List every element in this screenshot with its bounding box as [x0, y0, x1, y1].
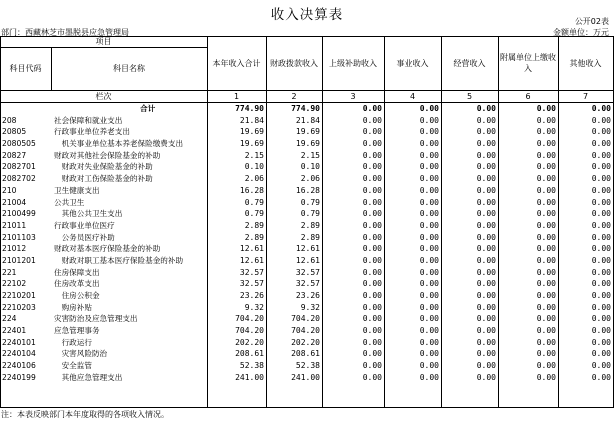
table-total-row [0, 103, 614, 115]
table-row [0, 267, 614, 279]
amount-cell: 0.00 [362, 185, 382, 195]
subject-name: 财政对基本医疗保险基金的补助 [54, 244, 161, 254]
amount-cell: 0.00 [476, 185, 496, 195]
amount-cell: 0.00 [362, 349, 382, 359]
amount-cell: 0.00 [476, 244, 496, 254]
amount-cell: 0.00 [362, 150, 382, 160]
amount-cell: 0.00 [536, 139, 556, 149]
table-row [0, 348, 614, 360]
subject-code: 2101103 [2, 232, 36, 242]
amount-cell: 21.84 [239, 115, 264, 125]
subject-name: 住房公积金 [54, 291, 100, 300]
table-row [0, 126, 614, 138]
amount-cell: 12.61 [295, 255, 320, 265]
column-number: 1 [233, 91, 240, 101]
subject-name: 行政事业单位养老支出 [54, 127, 130, 137]
amount-cell: 0.00 [476, 220, 496, 230]
form-code: 公开02表 [574, 17, 609, 26]
subject-name: 财政对失业保险基金的补助 [54, 162, 153, 172]
table-row [0, 150, 614, 162]
amount-cell: 16.28 [295, 185, 320, 195]
amount-cell: 704.20 [235, 326, 264, 336]
subject-name: 行政运行 [54, 337, 92, 347]
amount-cell: 9.32 [244, 302, 264, 312]
amount-cell: 0.00 [591, 115, 611, 125]
subject-name: 应急管理事务 [54, 326, 100, 336]
amount-cell: 19.69 [295, 139, 320, 149]
amount-cell: 0.00 [476, 326, 496, 336]
amount-cell: 32.57 [295, 279, 320, 289]
subject-code: 2082702 [2, 174, 36, 184]
subject-name: 住房保障支出 [54, 267, 100, 277]
amount-cell: 0.00 [419, 150, 439, 160]
amount-cell: 19.69 [239, 127, 264, 137]
amount-cell: 16.28 [239, 185, 264, 195]
header-operating-income: 经营收入 [453, 58, 486, 68]
amount-cell: 0.00 [419, 104, 439, 113]
amount-cell: 0.00 [419, 267, 439, 277]
amount-cell: 0.79 [300, 209, 320, 219]
amount-cell: 2.89 [300, 220, 320, 230]
subject-name: 其他应急管理支出 [54, 372, 123, 382]
amount-cell: 0.00 [591, 185, 611, 195]
amount-cell: 0.00 [591, 361, 611, 371]
subject-name: 财政对其他社会保险基金的补助 [54, 150, 161, 160]
amount-cell: 0.00 [362, 255, 382, 265]
amount-cell: 0.00 [476, 139, 496, 149]
amount-cell: 32.57 [239, 279, 264, 289]
amount-cell: 0.00 [591, 337, 611, 347]
table-row [0, 313, 614, 325]
amount-cell: 32.57 [239, 267, 264, 277]
amount-cell: 0.00 [591, 255, 611, 265]
amount-cell: 0.00 [476, 174, 496, 184]
column-number: 2 [291, 91, 297, 101]
amount-cell: 0.00 [536, 162, 556, 172]
subject-name: 财政对职工基本医疗保险基金的补助 [54, 255, 184, 265]
amount-cell: 0.00 [591, 232, 611, 242]
subject-code: 2240106 [2, 361, 36, 371]
amount-cell: 0.00 [591, 150, 611, 160]
table-body [0, 103, 614, 384]
amount-cell: 0.00 [476, 361, 496, 371]
header-affiliated-turnover: 附属单位上缴收入 [500, 53, 556, 73]
amount-cell: 0.00 [362, 232, 382, 242]
amount-cell: 0.00 [362, 314, 382, 324]
amount-cell: 0.00 [536, 372, 556, 382]
amount-cell: 2.06 [244, 174, 264, 184]
amount-cell: 0.00 [591, 291, 611, 300]
header-total-income: 本年收入合计 [212, 58, 261, 68]
amount-cell: 0.00 [591, 104, 611, 113]
amount-cell: 0.00 [362, 104, 382, 113]
amount-cell: 0.00 [419, 279, 439, 289]
amount-cell: 774.90 [291, 104, 320, 113]
amount-cell: 241.00 [235, 372, 264, 382]
amount-cell: 0.00 [476, 150, 496, 160]
subject-name: 灾害防治及应急管理支出 [54, 314, 138, 324]
amount-cell: 2.89 [300, 232, 320, 242]
amount-cell: 19.69 [239, 139, 264, 149]
amount-cell: 0.00 [476, 337, 496, 347]
amount-cell: 0.00 [419, 302, 439, 312]
department-label: 部门：西藏林芝市墨脱县应急管理局 [1, 28, 129, 37]
table-row [0, 208, 614, 220]
subject-name: 灾害风险防治 [54, 349, 108, 359]
table-row [0, 185, 614, 197]
amount-cell: 2.89 [244, 220, 264, 230]
amount-cell: 0.00 [591, 302, 611, 312]
amount-cell: 0.00 [362, 291, 382, 300]
amount-cell: 0.00 [476, 255, 496, 265]
amount-cell: 704.20 [291, 314, 320, 324]
amount-cell: 0.10 [300, 162, 320, 172]
amount-cell: 0.00 [536, 232, 556, 242]
amount-cell: 0.00 [536, 314, 556, 324]
amount-cell: 0.00 [536, 197, 556, 207]
amount-cell: 0.00 [536, 349, 556, 359]
amount-cell: 52.38 [295, 361, 320, 371]
amount-cell: 0.00 [419, 291, 439, 300]
amount-cell: 0.00 [419, 127, 439, 137]
header-fiscal-appropriation: 财政拨款收入 [270, 58, 318, 68]
amount-cell: 0.00 [476, 162, 496, 172]
amount-cell: 0.00 [476, 127, 496, 137]
amount-cell: 0.00 [419, 326, 439, 336]
amount-cell: 0.00 [536, 127, 556, 137]
amount-cell: 0.00 [476, 279, 496, 289]
amount-cell: 0.00 [591, 314, 611, 324]
amount-cell: 0.00 [536, 220, 556, 230]
table-row [0, 255, 614, 267]
amount-cell: 0.00 [362, 279, 382, 289]
amount-cell: 0.00 [591, 244, 611, 254]
subject-code: 22102 [2, 279, 27, 289]
amount-cell: 0.00 [476, 104, 496, 113]
amount-cell: 0.00 [536, 291, 556, 300]
amount-cell: 0.00 [591, 127, 611, 137]
subject-code: 2210201 [2, 291, 36, 300]
amount-cell: 2.89 [244, 232, 264, 242]
amount-cell: 0.00 [536, 115, 556, 125]
column-number: 4 [409, 91, 416, 101]
amount-cell: 0.00 [476, 372, 496, 382]
amount-cell: 0.00 [591, 139, 611, 149]
amount-cell: 0.00 [476, 349, 496, 359]
amount-cell: 12.61 [239, 255, 264, 265]
subject-code: 208 [2, 115, 17, 125]
amount-cell: 0.00 [536, 255, 556, 265]
amount-cell: 0.00 [419, 209, 439, 219]
amount-cell: 0.00 [362, 174, 382, 184]
amount-cell: 0.00 [419, 255, 439, 265]
subject-name: 其他公共卫生支出 [54, 209, 123, 219]
subject-name: 购房补贴 [54, 302, 92, 312]
amount-cell: 0.00 [362, 220, 382, 230]
amount-cell: 0.00 [591, 279, 611, 289]
header-other-income: 其他收入 [569, 58, 602, 68]
subject-code: 21004 [2, 197, 27, 207]
page-title: 收入决算表 [270, 7, 344, 23]
amount-cell: 0.00 [476, 291, 496, 300]
amount-cell: 21.84 [295, 115, 320, 125]
column-number: 7 [582, 91, 589, 101]
amount-cell: 0.00 [419, 244, 439, 254]
amount-cell: 0.00 [362, 337, 382, 347]
amount-cell: 0.10 [244, 162, 264, 172]
amount-cell: 0.00 [419, 162, 439, 172]
table-row [0, 161, 614, 173]
header-superior-subsidy: 上级补助收入 [329, 58, 377, 68]
amount-cell: 0.00 [536, 174, 556, 184]
amount-cell: 0.00 [362, 267, 382, 277]
subject-name: 安全监管 [54, 361, 92, 371]
amount-cell: 0.00 [476, 302, 496, 312]
subject-code: 2240101 [2, 337, 36, 347]
table-row [0, 302, 614, 314]
amount-cell: 0.00 [362, 244, 382, 254]
subject-name: 合计 [140, 104, 156, 113]
amount-cell: 0.00 [362, 139, 382, 149]
amount-cell: 0.00 [536, 302, 556, 312]
amount-cell: 0.00 [536, 279, 556, 289]
amount-cell: 0.00 [362, 361, 382, 371]
subject-code: 2100499 [2, 209, 36, 219]
amount-cell: 0.00 [476, 267, 496, 277]
amount-cell: 0.79 [300, 197, 320, 207]
subject-name: 公共卫生 [54, 197, 85, 207]
amount-cell: 0.00 [536, 185, 556, 195]
subject-code: 224 [2, 314, 17, 324]
amount-cell: 0.00 [591, 174, 611, 184]
amount-cell: 0.00 [591, 209, 611, 219]
amount-cell: 704.20 [291, 326, 320, 336]
amount-cell: 0.00 [591, 326, 611, 336]
header-name: 科目名称 [113, 64, 145, 73]
table-row [0, 115, 614, 127]
amount-cell: 0.00 [476, 197, 496, 207]
table-row [0, 325, 614, 337]
amount-cell: 0.00 [476, 314, 496, 324]
amount-cell: 0.00 [591, 349, 611, 359]
subject-code: 2101201 [2, 255, 36, 265]
amount-cell: 0.79 [244, 197, 264, 207]
amount-cell: 0.00 [419, 185, 439, 195]
amount-cell: 0.00 [419, 361, 439, 371]
amount-cell: 0.00 [419, 349, 439, 359]
amount-cell: 12.61 [295, 244, 320, 254]
amount-cell: 0.00 [419, 139, 439, 149]
amount-cell: 0.00 [419, 115, 439, 125]
subject-code: 2210203 [2, 302, 36, 312]
amount-cell: 0.00 [536, 150, 556, 160]
amount-cell: 0.00 [362, 326, 382, 336]
amount-cell: 0.00 [362, 197, 382, 207]
unit-label: 金额单位：万元 [553, 28, 609, 37]
subject-name: 卫生健康支出 [54, 185, 100, 195]
amount-cell: 0.00 [476, 209, 496, 219]
amount-cell: 0.00 [419, 220, 439, 230]
subject-code: 2080505 [2, 139, 36, 149]
subject-code: 21011 [2, 220, 27, 230]
subject-code: 22401 [2, 326, 27, 336]
table-row [0, 220, 614, 232]
amount-cell: 0.00 [591, 162, 611, 172]
column-number: 3 [350, 91, 356, 101]
amount-cell: 208.61 [291, 349, 320, 359]
amount-cell: 0.00 [362, 302, 382, 312]
table-row [0, 337, 614, 349]
amount-cell: 32.57 [295, 267, 320, 277]
amount-cell: 202.20 [235, 337, 264, 347]
amount-cell: 0.00 [476, 115, 496, 125]
subject-code: 2240199 [2, 372, 36, 382]
subject-code: 2240104 [2, 349, 36, 359]
header-code: 科目代码 [9, 64, 42, 73]
amount-cell: 9.32 [300, 302, 320, 312]
subject-code: 221 [2, 267, 17, 277]
subject-name: 住房改革支出 [54, 279, 100, 289]
amount-cell: 0.00 [591, 372, 611, 382]
amount-cell: 0.00 [362, 127, 382, 137]
amount-cell: 0.00 [362, 162, 382, 172]
amount-cell: 0.00 [536, 326, 556, 336]
amount-cell: 0.00 [419, 232, 439, 242]
amount-cell: 0.00 [536, 361, 556, 371]
table-row [0, 173, 614, 185]
amount-cell: 0.00 [476, 232, 496, 242]
subject-name: 公务员医疗补助 [54, 232, 115, 242]
amount-cell: 2.15 [300, 150, 320, 160]
table-row [0, 278, 614, 290]
amount-cell: 0.79 [244, 209, 264, 219]
table-row [0, 360, 614, 372]
amount-cell: 19.69 [295, 127, 320, 137]
header-business-income: 事业收入 [396, 58, 429, 68]
subject-code: 20827 [2, 150, 27, 160]
table-row [0, 290, 614, 302]
amount-cell: 704.20 [235, 314, 264, 324]
amount-cell: 0.00 [536, 244, 556, 254]
table-row [0, 232, 614, 244]
amount-cell: 12.61 [239, 244, 264, 254]
amount-cell: 2.15 [244, 150, 264, 160]
amount-cell: 0.00 [419, 372, 439, 382]
amount-cell: 2.06 [300, 174, 320, 184]
footnote: 注：本表反映部门本年度取得的各项收入情况。 [1, 410, 169, 419]
amount-cell: 0.00 [419, 174, 439, 184]
amount-cell: 23.26 [239, 291, 264, 300]
table-row [0, 197, 614, 209]
column-number: 5 [466, 91, 473, 101]
table-row [0, 372, 614, 384]
column-number-label: 栏次 [95, 91, 112, 101]
subject-name: 行政事业单位医疗 [54, 220, 115, 230]
amount-cell: 208.61 [235, 349, 264, 359]
subject-code: 210 [2, 185, 17, 195]
amount-cell: 52.38 [239, 361, 264, 371]
subject-name: 机关事业单位基本养老保险缴费支出 [54, 139, 184, 149]
amount-cell: 0.00 [419, 314, 439, 324]
amount-cell: 0.00 [591, 220, 611, 230]
subject-code: 2082701 [2, 162, 36, 172]
subject-code: 21012 [2, 244, 27, 254]
amount-cell: 0.00 [536, 209, 556, 219]
amount-cell: 0.00 [419, 197, 439, 207]
amount-cell: 0.00 [419, 337, 439, 347]
table-row [0, 243, 614, 255]
amount-cell: 0.00 [362, 372, 382, 382]
amount-cell: 0.00 [536, 267, 556, 277]
amount-cell: 0.00 [591, 197, 611, 207]
subject-name: 社会保障和就业支出 [54, 115, 123, 125]
amount-cell: 0.00 [591, 267, 611, 277]
table-row [0, 138, 614, 150]
header-project: 项目 [95, 37, 112, 46]
amount-cell: 241.00 [291, 372, 320, 382]
amount-cell: 0.00 [362, 115, 382, 125]
amount-cell: 0.00 [362, 209, 382, 219]
amount-cell: 23.26 [295, 291, 320, 300]
subject-code: 20805 [2, 127, 27, 137]
amount-cell: 774.90 [235, 104, 264, 113]
amount-cell: 0.00 [536, 104, 556, 113]
column-number: 6 [525, 91, 531, 101]
subject-name: 财政对工伤保险基金的补助 [54, 174, 153, 184]
table-bottom-border [0, 407, 614, 408]
amount-cell: 0.00 [536, 337, 556, 347]
amount-cell: 202.20 [291, 337, 320, 347]
